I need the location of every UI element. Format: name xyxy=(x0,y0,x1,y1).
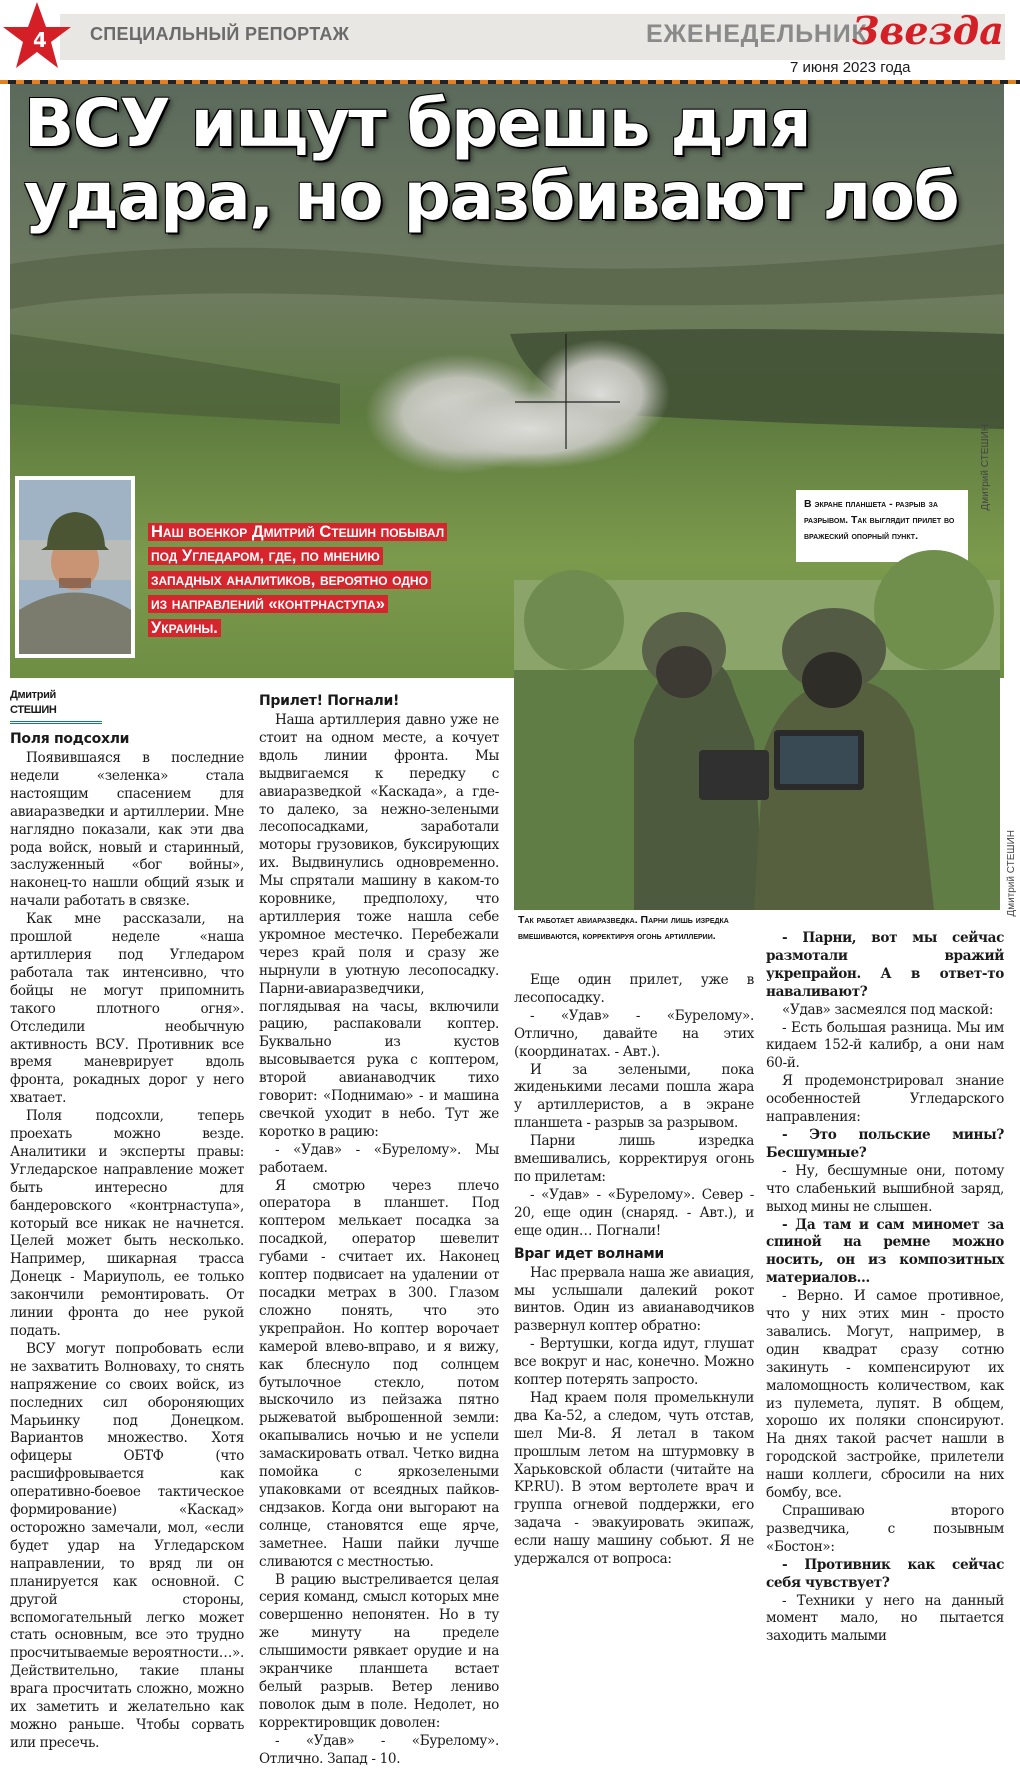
article-headline: ВСУ ищут брешь для удара, но разбивают лоб xyxy=(24,85,959,235)
paragraph: - Техники у него на данный момент мало, но пытается заходить малыми xyxy=(766,1592,1004,1645)
article-column-2 xyxy=(259,688,499,1767)
soldiers-photo xyxy=(514,580,1000,910)
byline: Дмитрий СТЕШИН xyxy=(10,688,102,724)
paragraph: Еще один прилет, уже в лесопосадку. xyxy=(514,972,754,1006)
column-1-body xyxy=(10,730,244,1753)
paragraph: Нас прервала наша же авиация, мы услышали далекий рокот винтов. Один из авианаводчиков развернул коптер обратно: xyxy=(514,1264,754,1335)
intro-text: Наш военкор Дмитрий Стешин побывал под Угледаром, где, по мнению западных аналитиков, вероятно одно из направлений «контрнаступа» Украины. xyxy=(148,523,447,637)
paragraph: Над краем поля промелькнули два Ка-52, а следом, чуть отстав, шел Ми-8. Я летал в таком прошлым летом на штурмовку в Харьковской области (читайте на KP.RU). В этом вертолете врач и группа огневой поддержки, его задача - эвакуировать экипаж, если нашу машину собьют. Я не удержался от вопроса: xyxy=(514,1389,754,1568)
paragraph: - Это польские мины? Бесшумные? xyxy=(766,1126,1004,1161)
paragraph: - Парни, вот мы сейчас размотали вражий укрепрайон. А в ответ-то навaливают? xyxy=(766,930,1004,1000)
reporter-photo xyxy=(19,480,131,654)
paragraph: - «Удав» - «Бурелому». Отлично. Запад - 10. xyxy=(259,1732,499,1767)
paragraph: - Верно. И самое противное, что у них этих мин - просто завались. Могут, например, в один квадрат сразу сотню закинуть - компенсируют их маломощность количеством, как из пулемета, лупят. В общем, хорошо их поляки спонсируют. На днях такой расчет нашли в городской застройке, прилетели наши коллеги, сбросили на них бомбу, все. xyxy=(766,1288,1004,1502)
paragraph: - Вертушки, когда идут, глушат все вокруг и нас, конечно. Можно коптер потерять запросто. xyxy=(514,1336,754,1389)
article-intro xyxy=(148,520,448,640)
brand-logo: Звезда xyxy=(852,8,1004,53)
paragraph: - «Удав» - «Бурелому». Отлично, давайте на этих (координатах. - Авт.). xyxy=(514,1007,754,1060)
paragraph: И за зелеными, пока жиденькими лесами пошла жара у артиллеристов, а в экране планшета - разрыв за разрывом. xyxy=(514,1061,754,1132)
paragraph: В рацию выстреливается целая серия команд, смысл которых мне совершенно непонятен. Но в ту же минуту на пределе слышимости рявкает орудие и на экранчике планшета встает белый разрыв. Ветер лениво поволок дым в поле. Недолет, но корректировщик доволен: xyxy=(259,1571,499,1731)
paragraph: - Да там и сам миномет за спиной на ремне можно носить, он из композитных материалов… xyxy=(766,1216,1004,1287)
section-rubric: СПЕЦИАЛЬНЫЙ РЕПОРТАЖ xyxy=(90,24,350,44)
paragraph: Я смотрю через плечо оператора в планшет. Под коптером мелькает посадка за посадкой, оператор шевелит губами - считает их. Наконец коптер подвисает на удалении от посадки метрах в 300. Глазом сложно понять, что это укрепрайон. Но коптер ворочает камерой влево-вправо, и я вижу, как блеснуло под солнцем бутылочное стекло, потом выскочило из пейзажа пятно рыжеватой выброшенной земли: окапывались ночью и не успели замаскировать отвал. Четко видна помойка с яркозелеными упаковками от всеядных пайков-сндзаков. Когда они выгорают на солнце, становятся еще ярче, заметнее. Наши пайки лучше сливаются с местностью. xyxy=(259,1177,499,1570)
soldiers-image xyxy=(514,580,1000,910)
page-header xyxy=(0,0,1020,84)
photo-credit-1: Дмитрий СТЕШИН xyxy=(980,424,991,511)
paragraph: - Есть большая разница. Мы им кидаем 152-й калибр, а они нам 60-й. xyxy=(766,1019,1004,1072)
page-number: 4 xyxy=(33,28,47,52)
paragraph: Я продемонстрировал знание особенностей Угледарского направления: xyxy=(766,1073,1004,1126)
issue-date: 7 июня 2023 года xyxy=(790,59,911,76)
paragraph: ВСУ могут попробовать если не захватить Волноваху, то снять напряжение со своих войск, из последних сил обороняющих Марьинку под Донецком. Вариантов множество. Хотя офицеры ОБТФ (что расшифровывается как оперативно-боевое тактическое формирование) «Каскад» осторожно замечали, мол, «если будет удар на Угледарском направлении, то вряд ли он планируется как основной. С другой стороны, вспомогательный легко может стать основным, все это трудно просчитываемые вероятности…». Действительно, такие планы врага просчитать сложно, можно их заметить и желательно как можно раньше. Чтобы сорвать или пресечь. xyxy=(10,1340,244,1751)
photo-caption-2: Так работает авиаразведка. Парни лишь изредка вмешиваются, корректируя огонь артиллерии. xyxy=(518,914,729,942)
section-heading: Прилет! Погнали! xyxy=(259,693,400,709)
paragraph: Наша артиллерия давно уже не стоит на одном месте, а кочует вдоль линии фронта. Мы выдвигаемся к передку с авиаразведкой «Каскада», а где-то далеко, за нежно-зелеными лесопосадками, заработали моторы грузовиков, буксирующих их. Выдвинулись одновременно. Мы спрятали машину в каком-то коровнике, предполоxу, что артиллерия тоже нашла себе укромное местечко. Перебежали через край поля и сразу же нырнули в уютную лесопосадку. Парни-авиаразведчики, поглядывая на часы, включили рацию, распаковали коптер. Буквально из кустов высовывается рука с коптером, второй авианаводчик тихо говорит: «Поднимаю» - и машина свечкой уходит в небо. Тут же коротко в рацию: xyxy=(259,712,499,1140)
paragraph: - Противник как сейчас себя чувствует? xyxy=(766,1556,1004,1591)
article-column-1 xyxy=(10,688,244,1751)
paragraph: Поля подсохли, теперь проехать можно везде. Аналитики и эксперты правы: Угледарское направление может быть интересно для бандеровского «контрнаступа», который все никак не начнется. Целей может быть несколько. Например, шикарная трасса Донецк - Мариуполь, ее только закончили ремонтировать. От линии фронта до нее рукой подать. xyxy=(10,1108,244,1339)
paragraph: - «Удав» - «Бурелому». Север - 20, еще один (снаряд. - Авт.), и еще один… Погнали! xyxy=(514,1186,754,1239)
section-heading: Враг идет волнами xyxy=(514,1245,664,1262)
reporter-portrait xyxy=(15,476,135,658)
column-4-body xyxy=(766,930,1004,1646)
article-column-4 xyxy=(766,930,1004,1645)
paragraph: Спрашиваю второго разведчика, с позывным «Бостон»: xyxy=(766,1503,1004,1555)
column-2-body xyxy=(259,692,499,1768)
photo-credit-2: Дмитрий СТЕШИН xyxy=(1006,830,1017,917)
paragraph: Как мне рассказали, на прошлой неделе «наша артиллерия под Угледаром работала так интенсивно, что бойцы не могут припомнить такого плотного огня». Отследили необычную активность ВСУ. Противник все время маневрирует вдоль фронта, рокадных дорог у него хватает. xyxy=(10,911,244,1107)
paragraph: «Удав» засмеялся под маской: xyxy=(782,1001,994,1018)
paragraph: Появившаяся в последние недели «зеленка» стала настоящим спасением для авиаразведки и артиллерии. Мне наглядно показали, как эти два рода войск, новый и старинный, заслуженный «бог войны», наконец-то нашли общий язык и начали работать в связке. xyxy=(10,750,244,910)
section-heading: Поля подсохли xyxy=(10,731,130,747)
paragraph: - Ну, бесшумные они, потому что слабенький вышибной заряд, выход мины не слышен. xyxy=(766,1162,1004,1215)
photo-caption-1: В экране планшета - разрыв за разрывом. Так выглядит прилет во вражеский опорный пункт. xyxy=(796,490,968,562)
brand-label: ЕЖЕНЕДЕЛЬНИК xyxy=(646,20,868,48)
article-column-3 xyxy=(514,972,754,1568)
paragraph: - «Удав» - «Бурелому». Мы работаем. xyxy=(259,1141,499,1176)
paragraph: Парни лишь изредка вмешивались, корректируя огонь по прилетам: xyxy=(514,1133,754,1185)
column-3-body xyxy=(514,972,754,1569)
